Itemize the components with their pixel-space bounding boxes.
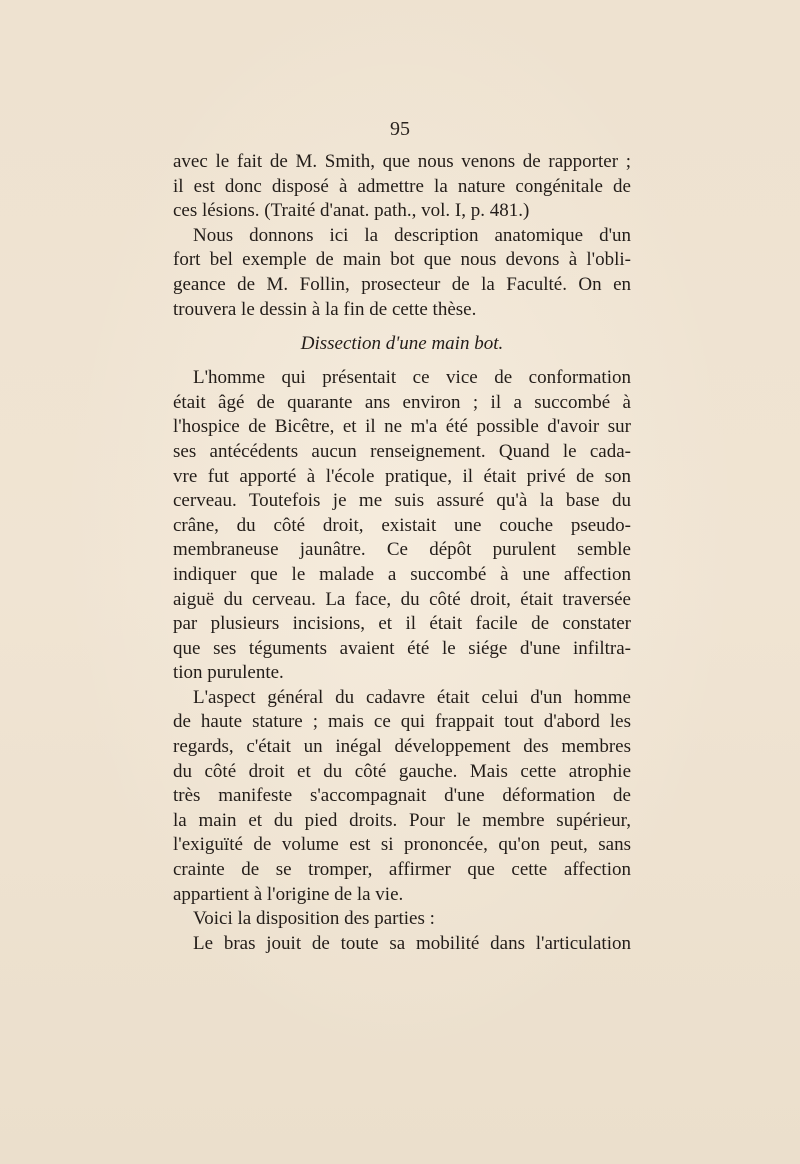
text-line: L'aspect général du cadavre était celui d'un homme — [193, 686, 631, 708]
text-line: geance de M. Follin, prosecteur de la Faculté. On en — [173, 273, 631, 295]
text-line: la main et du pied droits. Pour le membre supérieur, — [173, 809, 631, 831]
text-line: Nous donnons ici la description anatomique d'un — [193, 224, 631, 246]
text-line: crainte de se tromper, affirmer que cette affection — [173, 859, 631, 881]
text-line: par plusieurs incisions, et il était facile de constater — [173, 613, 631, 635]
text-line: avec le fait de M. Smith, que nous venons de rapporter ; — [173, 151, 631, 172]
text-line: regards, c'était un inégal développement des membres — [173, 736, 631, 758]
text-line: que ses téguments avaient été le siége d'une infiltra- — [173, 637, 631, 659]
text-line: indiquer que le malade a succombé à une affection — [173, 563, 631, 585]
text-line: vre fut apporté à l'école pratique, il était privé de son — [173, 465, 631, 487]
section-heading: Dissection d'une main bot. — [300, 333, 504, 355]
text-line: du côté droit et du côté gauche. Mais cette atrophie — [173, 760, 631, 782]
text-line: de haute stature ; mais ce qui frappait tout d'abord les — [173, 711, 631, 733]
text-line: trouvera le dessin à la fin de cette thèse. — [173, 298, 477, 320]
text-line: Voici la disposition des parties : — [193, 908, 435, 930]
text-line: tion purulente. — [173, 662, 284, 684]
text-line: très manifeste s'accompagnait d'une déformation de — [173, 785, 631, 807]
text-line: était âgé de quarante ans environ ; il a succombé à — [173, 391, 631, 413]
text-line: membraneuse jaunâtre. Ce dépôt purulent semble — [173, 539, 631, 561]
text-line: cerveau. Toutefois je me suis assuré qu'à la base du — [173, 490, 631, 512]
text-line: aiguë du cerveau. La face, du côté droit, était traversée — [173, 588, 631, 610]
text-line: ces lésions. (Traité d'anat. path., vol. I, p. 481.) — [173, 200, 530, 222]
text-line: appartient à l'origine de la vie. — [173, 883, 404, 905]
text-line: Le bras jouit de toute sa mobilité dans l'articulation — [193, 932, 631, 954]
page-number: 95 — [390, 118, 410, 140]
text-line: il est donc disposé à admettre la nature congénitale de — [173, 175, 631, 197]
text-line: L'homme qui présentait ce vice de conformation — [193, 367, 631, 389]
text-line: ses antécédents aucun renseignement. Quand le cada- — [173, 440, 631, 462]
body-text — [173, 150, 631, 956]
text-line: fort bel exemple de main bot que nous devons à l'obli- — [173, 249, 631, 271]
text-line: l'exiguïté de volume est si prononcée, qu'on peut, sans — [173, 834, 631, 856]
text-line: l'hospice de Bicêtre, et il ne m'a été possible d'avoir sur — [173, 416, 631, 438]
text-line: crâne, du côté droit, existait une couche pseudo- — [173, 514, 631, 536]
